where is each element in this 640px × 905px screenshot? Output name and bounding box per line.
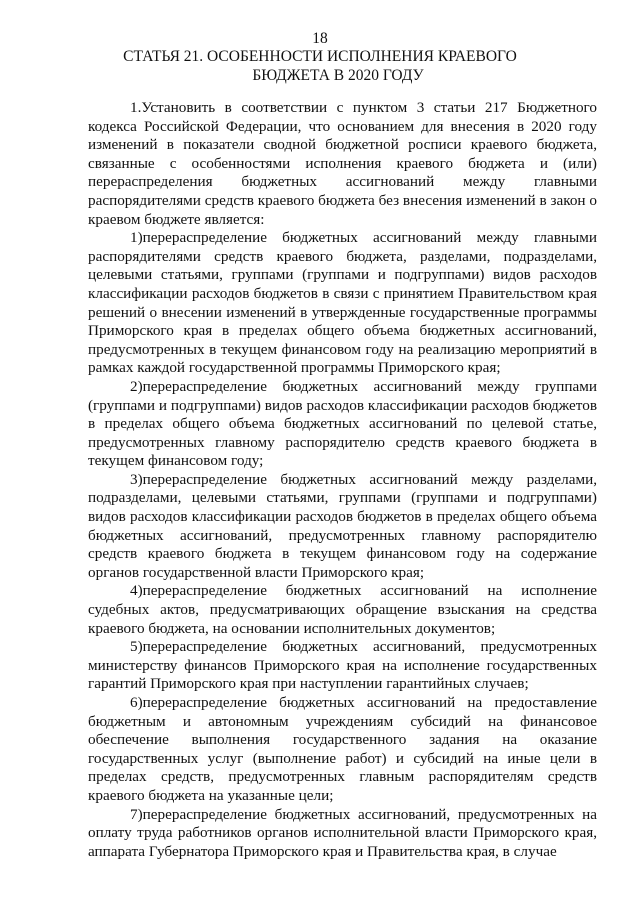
page-number: 18 xyxy=(312,30,328,47)
paragraph-item-2: 2)перераспределение бюджетных ассигнований между группами (группами и подгруппами) видов расходов классификации расходов бюджетов в пределах общего объема бюджетных ассигнований по целевой статье, предусмотренных главному распорядителю средств краевого бюджета в текущем финансовом году; xyxy=(88,377,597,470)
article-body xyxy=(88,99,597,861)
paragraph-item-5: 5)перераспределение бюджетных ассигнований, предусмотренных министерству финансов Приморского края на исполнение государственных гарантий Приморского края при наступлении гарантийных случаев; xyxy=(88,638,597,693)
article-title-line-1: СТАТЬЯ 21. ОСОБЕННОСТИ ИСПОЛНЕНИЯ КРАЕВОГО xyxy=(123,48,517,65)
paragraph-item-7: 7)перераспределение бюджетных ассигнований, предусмотренных на оплату труда работников органов исполнительной власти Приморского края, аппарата Губернатора Приморского края и Правительства края, в случае xyxy=(88,805,597,860)
article-title-line-2: БЮДЖЕТА В 2020 ГОДУ xyxy=(252,66,424,84)
paragraph-item-4: 4)перераспределение бюджетных ассигнований на исполнение судебных актов, предусматривающих обращение взыскания на средства краевого бюджета, на основании исполнительных документов; xyxy=(88,582,597,637)
paragraph-item-3: 3)перераспределение бюджетных ассигнований между разделами, подразделами, целевыми статьями, группами (группами и подгруппами) видов расходов классификации расходов бюджетов в пределах общего объема бюджетных ассигнований, предусмотренных главному распорядителю средств краевого бюджета в текущем финансовом году на содержание органов государственной власти Приморского края; xyxy=(88,470,597,581)
article-title xyxy=(0,48,640,85)
paragraph-intro: 1.Установить в соответствии с пунктом 3 статьи 217 Бюджетного кодекса Российской Федерации, что основанием для внесения в 2020 году изменений в показатели сводной бюджетной росписи краевого бюджета, связанные с особенностями исполнения краевого бюджета и (или) перераспределения бюджетных ассигнований между главными распорядителями средств краевого бюджета без внесения изменений в закон о краевом бюджете является: xyxy=(88,99,597,228)
paragraph-item-1: 1)перераспределение бюджетных ассигнований между главными распорядителями средств краевого бюджета, разделами, подразделами, целевыми статьями, группами (группами и подгруппами) видов расходов классификации расходов бюджетов в связи с принятием Правительством края решений о внесении изменений в утвержденные государственные программы Приморского края в пределах общего объема бюджетных ассигнований, предусмотренных в текущем финансовом году на реализацию мероприятий в рамках каждой государственной программы Приморского края; xyxy=(88,229,597,377)
paragraph-item-6: 6)перераспределение бюджетных ассигнований на предоставление бюджетным и автономным учреждениям субсидий на финансовое обеспечение выполнения государственного задания на оказание государственных услуг (выполнение работ) и субсидий на иные цели в пределах средств, предусмотренных главным распорядителям средств краевого бюджета на указанные цели; xyxy=(88,694,597,804)
